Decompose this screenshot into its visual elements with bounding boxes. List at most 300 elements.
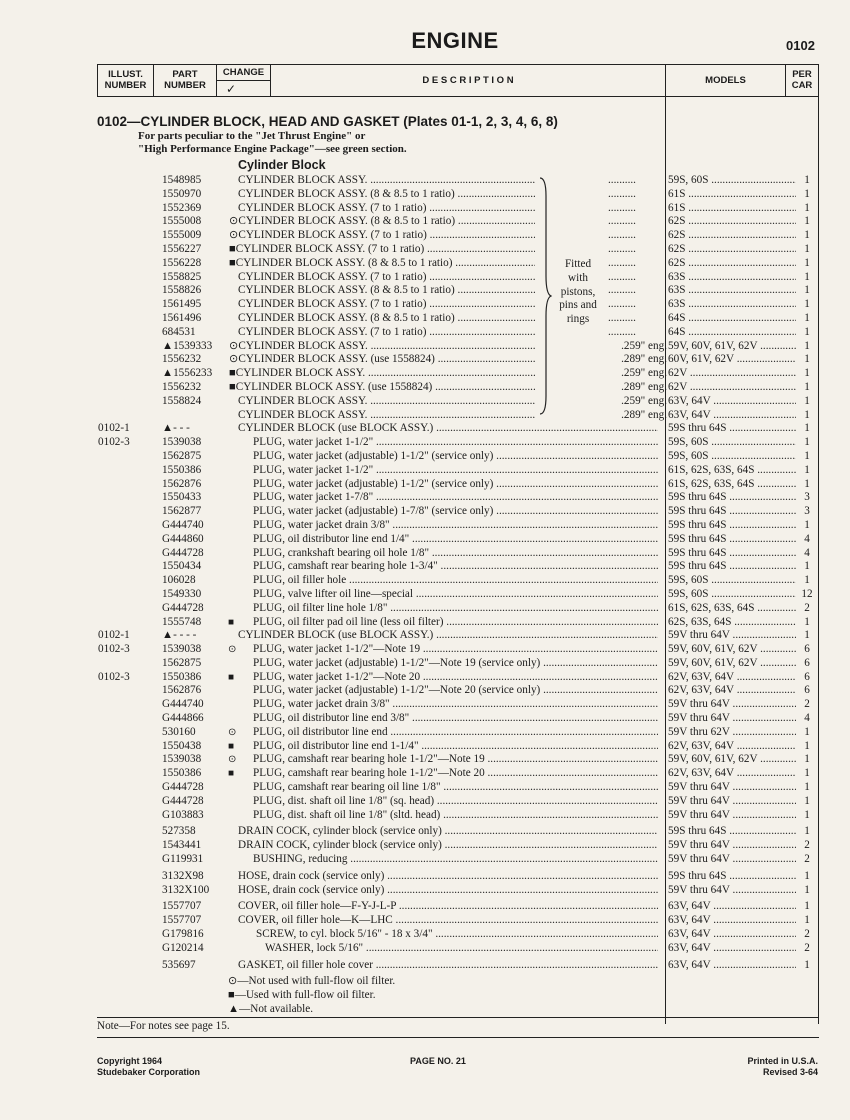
notes-reference: Note—For notes see page 15.	[97, 1020, 230, 1032]
part-number-cell: 1562877	[162, 505, 202, 518]
description-cell: HOSE, drain cock (service only) .....	[238, 870, 658, 884]
part-number-cell: 1562875	[162, 449, 202, 462]
table-row	[0, 450, 850, 464]
models-cell: 59V, 60V, 61V, 62V .....	[668, 340, 796, 354]
part-number-cell: G103883	[162, 808, 204, 821]
per-car-cell: 1	[804, 883, 810, 896]
part-number-cell: 1557707	[162, 914, 202, 927]
part-number-cell: 1562875	[162, 656, 202, 669]
illust-number-cell: 0102-1	[98, 422, 130, 435]
description-cell: PLUG, oil distributor line end 1-1/4" .....	[253, 740, 658, 754]
part-number-cell: ▲- - - -	[162, 629, 197, 642]
part-number-cell: 3132X98	[162, 869, 204, 882]
models-cell: 59V thru 62V .....	[668, 726, 796, 740]
footer-rule	[97, 1037, 819, 1038]
models-cell: 59S thru 64S .....	[668, 547, 796, 561]
description-cell: PLUG, water jacket (adjustable) 1-1/2"—Note 19 (service only) .....	[253, 657, 658, 671]
legend-item: ■—Used with full-flow oil filter.	[228, 988, 376, 1001]
brace-note-line: pistons,	[560, 285, 596, 298]
per-car-cell: 1	[804, 725, 810, 738]
part-number-cell: 1556232	[162, 380, 202, 393]
part-number-cell: G444740	[162, 698, 204, 711]
part-number-cell: G119931	[162, 853, 204, 866]
engine-size-cell: .259" eng.	[621, 339, 667, 352]
description-cell: PLUG, camshaft rear bearing hole 1-1/2"—Note 19 .....	[253, 753, 658, 767]
models-cell: 59S, 60S .....	[668, 574, 796, 588]
per-car-cell: 1	[804, 353, 810, 366]
description-cell: GASKET, oil filler hole cover .....	[238, 959, 658, 973]
per-car-cell: 1	[804, 408, 810, 421]
models-cell: 63V, 64V .....	[668, 900, 796, 914]
models-cell: 59V thru 64V .....	[668, 795, 796, 809]
models-cell: 62V, 63V, 64V .....	[668, 684, 796, 698]
table-row	[0, 202, 850, 216]
per-car-cell: 1	[804, 560, 810, 573]
description-cell: PLUG, water jacket drain 3/8" .....	[253, 698, 658, 712]
per-car-cell: 1	[804, 477, 810, 490]
table-row	[0, 643, 850, 657]
part-number-cell: 1561496	[162, 311, 202, 324]
models-cell: 59V, 60V, 61V, 62V .....	[668, 657, 796, 671]
illust-number-cell: 0102-3	[98, 670, 130, 683]
part-number-cell: 1539038	[162, 753, 202, 766]
printed-line: Revised 3-64	[762, 1067, 818, 1077]
table-row	[0, 215, 850, 229]
description-cell: ■CYLINDER BLOCK ASSY. (8 & 8.5 to 1 ratio) .....	[229, 257, 535, 271]
per-car-cell: 1	[804, 394, 810, 407]
models-cell: 62S .....	[668, 215, 796, 229]
per-car-cell: 1	[804, 808, 810, 821]
models-cell: 61S .....	[668, 202, 796, 216]
part-number-cell: G444728	[162, 601, 204, 614]
parts-list	[0, 174, 850, 972]
models-cell: 62S .....	[668, 243, 796, 257]
models-cell: 59S thru 64S .....	[668, 560, 796, 574]
per-car-cell: 12	[801, 587, 813, 600]
description-cell: PLUG, dist. shaft oil line 1/8" (sltd. head) .....	[253, 809, 658, 823]
table-row	[0, 795, 850, 809]
description-cell: ■CYLINDER BLOCK ASSY. (use 1558824) .....	[229, 381, 535, 395]
description-cell: CYLINDER BLOCK ASSY. (7 to 1 ratio) .....	[238, 202, 535, 216]
models-cell: 63V, 64V .....	[668, 914, 796, 928]
description-cell: PLUG, oil filter line hole 1/8" .....	[253, 602, 658, 616]
header-change: CHANGE	[222, 67, 265, 78]
table-row	[0, 519, 850, 533]
models-cell: 63V, 64V .....	[668, 409, 796, 423]
part-number-cell: 1558825	[162, 270, 202, 283]
legend-item: ▲—Not available.	[228, 1002, 314, 1015]
per-car-cell: 1	[804, 767, 810, 780]
part-number-cell: 535697	[162, 958, 196, 971]
description-cell: PLUG, oil distributor line end 1/4" .....	[253, 533, 658, 547]
part-number-cell: 1555009	[162, 229, 202, 242]
part-number-cell: 1539038	[162, 436, 202, 449]
table-row	[0, 395, 850, 409]
table-row	[0, 284, 850, 298]
header-part-number	[154, 69, 216, 91]
part-number-cell: G444740	[162, 518, 204, 531]
models-cell: 63V, 64V .....	[668, 395, 796, 409]
description-cell: COVER, oil filler hole—K—LHC .....	[238, 914, 658, 928]
per-car-cell: 2	[804, 698, 810, 711]
description-cell: CYLINDER BLOCK ASSY. (8 & 8.5 to 1 ratio) .....	[238, 188, 535, 202]
per-car-cell: 1	[804, 958, 810, 971]
models-cell: 61S, 62S, 63S, 64S .....	[668, 478, 796, 492]
description-cell: CYLINDER BLOCK (use BLOCK ASSY.) .....	[238, 629, 658, 643]
description-cell: ■CYLINDER BLOCK ASSY. .....	[229, 367, 535, 381]
description-cell: CYLINDER BLOCK ASSY. (7 to 1 ratio) .....	[238, 326, 535, 340]
legend	[228, 975, 395, 1016]
dot-leader: ..........	[608, 256, 636, 269]
per-car-cell: 1	[804, 229, 810, 242]
description-cell: CYLINDER BLOCK ASSY. (8 & 8.5 to 1 ratio) .....	[238, 284, 535, 298]
part-number-cell: G444866	[162, 712, 204, 725]
models-cell: 59S thru 64S .....	[668, 519, 796, 533]
part-number-cell: G179816	[162, 928, 204, 941]
per-car-cell: 1	[804, 380, 810, 393]
header-illust-number	[98, 69, 153, 91]
per-car-cell: 1	[804, 298, 810, 311]
table-row	[0, 825, 850, 839]
part-number-cell: 1550970	[162, 187, 202, 200]
models-cell: 59V thru 64V .....	[668, 853, 796, 867]
models-cell: 62V, 63V, 64V .....	[668, 767, 796, 781]
change-mark-cell: ⊙	[228, 754, 237, 766]
part-number-cell: G120214	[162, 941, 204, 954]
description-cell: ⊙CYLINDER BLOCK ASSY. (7 to 1 ratio) .....	[229, 229, 535, 243]
header-label: ILLUST.	[108, 69, 143, 80]
header-top-rule	[97, 64, 819, 65]
table-row	[0, 271, 850, 285]
part-number-cell: 1558826	[162, 284, 202, 297]
part-number-cell: 684531	[162, 325, 196, 338]
per-car-cell: 4	[804, 712, 810, 725]
per-car-cell: 6	[804, 684, 810, 697]
part-number-cell: 1555748	[162, 615, 202, 628]
table-row	[0, 900, 850, 914]
description-cell: PLUG, oil distributor line end 3/8" .....	[253, 712, 658, 726]
table-row	[0, 602, 850, 616]
part-number-cell: 1539038	[162, 643, 202, 656]
part-number-cell: 1550438	[162, 739, 202, 752]
part-number-cell: G444728	[162, 781, 204, 794]
subheading: Cylinder Block	[238, 158, 326, 172]
part-number-cell: 1552369	[162, 201, 202, 214]
per-car-cell: 1	[804, 794, 810, 807]
description-cell: PLUG, camshaft rear bearing hole 1-1/2"—Note 20 .....	[253, 767, 658, 781]
copyright-line: Studebaker Corporation	[97, 1067, 201, 1077]
change-mark-cell: ⊙	[228, 644, 237, 656]
models-cell: 62S, 63S, 64S .....	[668, 616, 796, 630]
change-mark-cell: ■	[228, 768, 235, 780]
table-row	[0, 367, 850, 381]
illust-number-cell: 0102-3	[98, 643, 130, 656]
section-note	[138, 130, 407, 156]
description-cell: PLUG, water jacket (adjustable) 1-1/2" (service only) .....	[253, 450, 658, 464]
part-number-cell: ▲1556233	[162, 367, 213, 380]
per-car-cell: 3	[804, 505, 810, 518]
description-cell: PLUG, oil distributor line end .....	[253, 726, 658, 740]
per-car-cell: 1	[804, 449, 810, 462]
table-row	[0, 781, 850, 795]
table-row	[0, 726, 850, 740]
per-car-cell: 1	[804, 463, 810, 476]
notes-rule	[97, 1017, 819, 1018]
models-cell: 59S, 60S .....	[668, 588, 796, 602]
description-cell: PLUG, water jacket 1-1/2" .....	[253, 436, 658, 450]
brace-note-line: Fitted	[564, 258, 592, 270]
table-row	[0, 505, 850, 519]
table-row	[0, 671, 850, 685]
table-row	[0, 767, 850, 781]
dot-leader: ..........	[608, 201, 636, 214]
page-title: ENGINE	[411, 28, 499, 53]
part-number-cell: 527358	[162, 825, 196, 838]
table-row	[0, 353, 850, 367]
models-cell: 59S thru 64S .....	[668, 533, 796, 547]
part-number-cell: 1548985	[162, 174, 202, 186]
description-cell: CYLINDER BLOCK ASSY. (8 & 8.5 to 1 ratio) .....	[238, 312, 535, 326]
dot-leader: ..........	[608, 187, 636, 200]
per-car-cell: 1	[804, 869, 810, 882]
per-car-cell: 1	[804, 753, 810, 766]
models-cell: 59S thru 64S .....	[668, 870, 796, 884]
description-cell: WASHER, lock 5/16" .....	[265, 942, 658, 956]
models-cell: 59V, 60V, 61V, 62V .....	[668, 643, 796, 657]
table-row	[0, 884, 850, 898]
table-row	[0, 809, 850, 823]
part-number-cell: 1550433	[162, 491, 202, 504]
per-car-cell: 1	[804, 256, 810, 269]
table-row	[0, 298, 850, 312]
dot-leader: ..........	[608, 270, 636, 283]
per-car-cell: 1	[804, 739, 810, 752]
header-label: PART	[172, 69, 198, 80]
part-number-cell: 530160	[162, 725, 196, 738]
models-cell: 59V thru 64V .....	[668, 884, 796, 898]
dot-leader: ..........	[608, 229, 636, 242]
per-car-cell: 1	[804, 436, 810, 449]
per-car-cell: 1	[804, 270, 810, 283]
change-mark-cell: ■	[228, 616, 235, 628]
dot-leader: ..........	[608, 242, 636, 255]
header-bottom-rule	[97, 96, 819, 97]
table-row	[0, 243, 850, 257]
table-row	[0, 870, 850, 884]
change-mark-cell: ■	[228, 740, 235, 752]
description-cell: ■CYLINDER BLOCK ASSY. (7 to 1 ratio) .....	[229, 243, 535, 257]
table-row	[0, 616, 850, 630]
part-number-cell: 1556228	[162, 256, 202, 269]
per-car-cell: 2	[804, 601, 810, 614]
part-number-cell: 1555008	[162, 215, 202, 228]
per-car-cell: 1	[804, 215, 810, 228]
models-cell: 64S .....	[668, 326, 796, 340]
change-mark-cell: ■	[228, 671, 235, 683]
table-row	[0, 574, 850, 588]
description-cell: ⊙CYLINDER BLOCK ASSY. (use 1558824) .....	[229, 353, 535, 367]
dot-leader: ..........	[608, 215, 636, 228]
models-cell: 61S .....	[668, 188, 796, 202]
description-cell: PLUG, water jacket 1-1/2"—Note 19 .....	[253, 643, 658, 657]
description-cell: HOSE, drain cock (service only) .....	[238, 884, 658, 898]
table-row	[0, 928, 850, 942]
table-row	[0, 326, 850, 340]
description-cell: PLUG, crankshaft bearing oil hole 1/8" .....	[253, 547, 658, 561]
per-car-cell: 3	[804, 491, 810, 504]
per-car-cell: 6	[804, 670, 810, 683]
per-car-cell: 1	[804, 187, 810, 200]
table-row	[0, 740, 850, 754]
table-row	[0, 753, 850, 767]
dot-leader: ..........	[608, 174, 636, 186]
models-cell: 63S .....	[668, 271, 796, 285]
header-per-car	[786, 69, 818, 91]
models-cell: 59S, 60S .....	[668, 450, 796, 464]
table-row	[0, 381, 850, 395]
models-cell: 61S, 62S, 63S, 64S .....	[668, 464, 796, 478]
section-number: 0102	[786, 38, 815, 53]
per-car-cell: 1	[804, 825, 810, 838]
dot-leader: ..........	[608, 284, 636, 297]
models-cell: 59S thru 64S .....	[668, 422, 796, 436]
models-cell: 63V, 64V .....	[668, 959, 796, 973]
copyright	[97, 1056, 200, 1078]
engine-size-cell: .289" eng.	[621, 408, 667, 421]
table-row	[0, 698, 850, 712]
models-cell: 62S .....	[668, 257, 796, 271]
description-cell: PLUG, oil filler hole .....	[253, 574, 658, 588]
models-cell: 63V, 64V .....	[668, 942, 796, 956]
description-cell: PLUG, water jacket (adjustable) 1-7/8" (service only) .....	[253, 505, 658, 519]
table-row	[0, 914, 850, 928]
description-cell: PLUG, dist. shaft oil line 1/8" (sq. head) .....	[253, 795, 658, 809]
header-label: NUMBER	[164, 80, 206, 91]
per-car-cell: 6	[804, 643, 810, 656]
per-car-cell: 4	[804, 532, 810, 545]
description-cell: CYLINDER BLOCK ASSY. .....	[238, 395, 535, 409]
per-car-cell: 1	[804, 339, 810, 352]
change-mark-cell: ⊙	[228, 726, 237, 738]
per-car-cell: 1	[804, 900, 810, 913]
table-row	[0, 942, 850, 956]
models-cell: 63V, 64V .....	[668, 928, 796, 942]
table-row	[0, 684, 850, 698]
models-cell: 59V thru 64V .....	[668, 629, 796, 643]
description-cell: CYLINDER BLOCK (use BLOCK ASSY.) .....	[238, 422, 658, 436]
per-car-cell: 1	[804, 914, 810, 927]
description-cell: PLUG, water jacket (adjustable) 1-1/2"—Note 20 (service only) .....	[253, 684, 658, 698]
per-car-cell: 1	[804, 422, 810, 435]
part-number-cell: G444728	[162, 794, 204, 807]
description-cell: PLUG, water jacket (adjustable) 1-1/2" (service only) .....	[253, 478, 658, 492]
description-cell: PLUG, oil filter pad oil line (less oil filter) .....	[253, 616, 658, 630]
models-cell: 59V thru 64V .....	[668, 781, 796, 795]
printed-line: Printed in U.S.A.	[747, 1056, 818, 1066]
dot-leader: ..........	[608, 325, 636, 338]
dot-leader: ..........	[608, 311, 636, 324]
table-row	[0, 436, 850, 450]
models-cell: 59S, 60S .....	[668, 174, 796, 188]
part-number-cell: 1543441	[162, 839, 202, 852]
engine-size-cell: .259" eng.	[621, 394, 667, 407]
per-car-cell: 2	[804, 928, 810, 941]
models-cell: 63S .....	[668, 298, 796, 312]
description-cell: SCREW, to cyl. block 5/16" - 18 x 3/4" .....	[256, 928, 658, 942]
models-cell: 59V thru 64V .....	[668, 698, 796, 712]
per-car-cell: 1	[804, 325, 810, 338]
description-cell: CYLINDER BLOCK ASSY. (7 to 1 ratio) .....	[238, 271, 535, 285]
engine-size-cell: .259" eng.	[621, 367, 667, 380]
models-cell: 59S thru 64S .....	[668, 825, 796, 839]
table-row	[0, 657, 850, 671]
table-row	[0, 533, 850, 547]
table-row	[0, 560, 850, 574]
check-mark-icon: ✓	[226, 82, 237, 96]
models-cell: 62V .....	[668, 367, 796, 381]
models-cell: 62V .....	[668, 381, 796, 395]
table-row	[0, 547, 850, 561]
description-cell: BUSHING, reducing .....	[253, 853, 658, 867]
part-number-cell: 1558824	[162, 394, 202, 407]
per-car-cell: 1	[804, 615, 810, 628]
part-number-cell: 1562876	[162, 684, 202, 697]
part-number-cell: 1562876	[162, 477, 202, 490]
change-subrule	[216, 80, 271, 81]
part-number-cell: 1550386	[162, 670, 202, 683]
table-row	[0, 959, 850, 973]
per-car-cell: 2	[804, 853, 810, 866]
part-number-cell: 1556232	[162, 353, 202, 366]
per-car-cell: 1	[804, 781, 810, 794]
models-cell: 61S, 62S, 63S, 64S .....	[668, 602, 796, 616]
per-car-cell: 1	[804, 242, 810, 255]
models-cell: 59V thru 64V .....	[668, 712, 796, 726]
per-car-cell: 1	[804, 311, 810, 324]
legend-item: ⊙—Not used with full-flow oil filter.	[228, 975, 396, 987]
models-cell: 59S thru 64S .....	[668, 505, 796, 519]
description-cell: ⊙CYLINDER BLOCK ASSY. .....	[229, 340, 535, 354]
engine-size-cell: .289" eng.	[621, 380, 667, 393]
page-number: PAGE NO. 21	[410, 1056, 466, 1066]
dot-leader: ..........	[608, 298, 636, 311]
models-cell: 60V, 61V, 62V .....	[668, 353, 796, 367]
part-number-cell: 1549330	[162, 587, 202, 600]
models-cell: 59V thru 64V .....	[668, 809, 796, 823]
header-label: PER	[792, 69, 812, 80]
section-title: 0102—CYLINDER BLOCK, HEAD AND GASKET (Plates 01-1, 2, 3, 4, 6, 8)	[97, 114, 558, 129]
table-row	[0, 312, 850, 326]
description-cell: ⊙CYLINDER BLOCK ASSY. (8 & 8.5 to 1 ratio) .....	[229, 215, 535, 229]
illust-number-cell: 0102-1	[98, 629, 130, 642]
brace-note-line: rings	[566, 313, 590, 326]
description-cell: CYLINDER BLOCK ASSY. (7 to 1 ratio) .....	[238, 298, 535, 312]
header-description: D E S C R I P T I O N	[422, 75, 514, 86]
models-cell: 63S .....	[668, 284, 796, 298]
table-row	[0, 853, 850, 867]
header-models: MODELS	[705, 75, 746, 86]
table-row	[0, 422, 850, 436]
description-cell: PLUG, water jacket 1-7/8" .....	[253, 491, 658, 505]
part-number-cell: 1550386	[162, 767, 202, 780]
part-number-cell: 106028	[162, 574, 196, 587]
part-number-cell: 1550386	[162, 463, 202, 476]
part-number-cell: 1550434	[162, 560, 202, 573]
description-cell: CYLINDER BLOCK ASSY. .....	[238, 174, 535, 188]
printed-info	[700, 1056, 818, 1078]
description-cell: PLUG, water jacket drain 3/8" .....	[253, 519, 658, 533]
models-cell: 62V, 63V, 64V .....	[668, 671, 796, 685]
